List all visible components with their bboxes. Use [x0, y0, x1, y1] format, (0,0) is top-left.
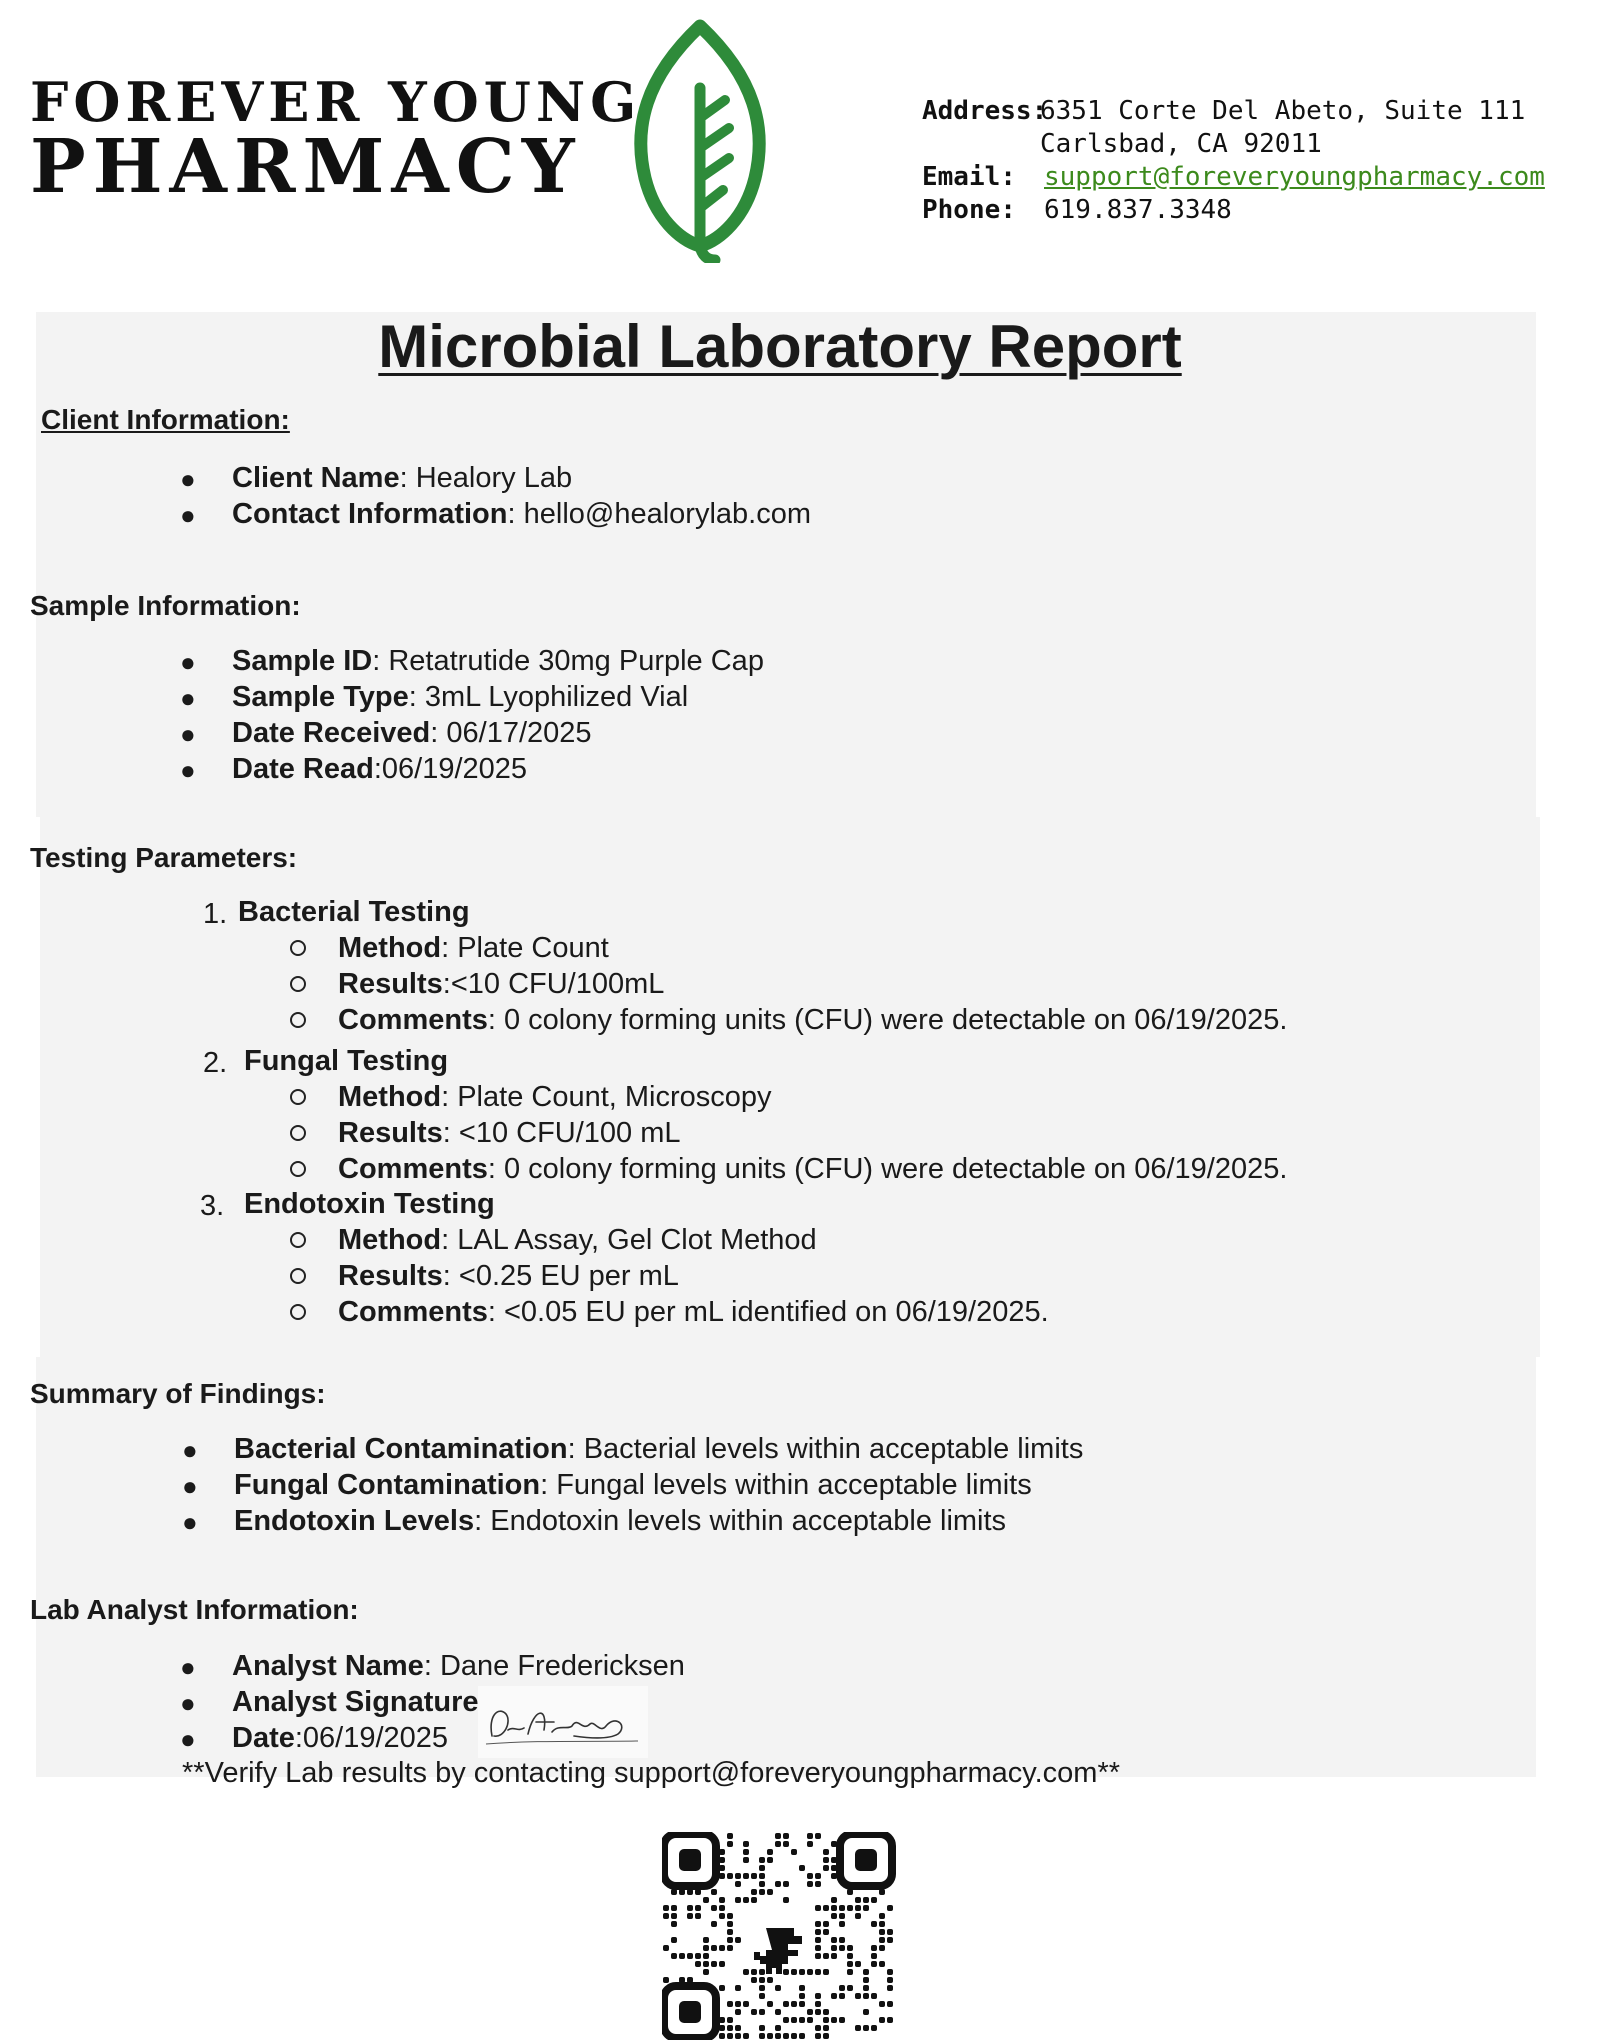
test-detail-item: Comments: 0 colony forming units (CFU) were detectable on 06/19/2025. [338, 1004, 1287, 1037]
address-line2: Carlsbad, CA 92011 [1040, 129, 1322, 159]
qr-code-icon[interactable] [662, 1832, 898, 2040]
address-line1: 6351 Corte Del Abeto, Suite 111 [1040, 96, 1526, 126]
test-heading-fungal: 2. Fungal Testing [203, 1045, 449, 1079]
sample-type-item: ● Sample Type: 3mL Lyophilized Vial [180, 681, 689, 713]
analyst-date-item: ● Date:06/19/2025 [180, 1722, 449, 1754]
client-name-item: ● Client Name: Healory Lab [180, 462, 573, 494]
test-detail-item: Comments: <0.05 EU per mL identified on 06/19/2025. [338, 1296, 1049, 1329]
sample-id-item: ● Sample ID: Retatrutide 30mg Purple Cap [180, 645, 764, 677]
analyst-signature-item: ● Analyst Signature: [180, 1686, 487, 1718]
contact-info-item: ● Contact Information: hello@healorylab.com [180, 498, 811, 530]
logo-text-line2: PHARMACY [30, 124, 582, 210]
test-detail-item: Results:<10 CFU/100mL [338, 968, 664, 1001]
verify-note: **Verify Lab results by contacting support@foreveryoungpharmacy.com** [182, 1757, 1121, 1789]
contact-block [922, 95, 1545, 227]
report-title: Microbial Laboratory Report [378, 313, 1182, 380]
test-heading-endotoxin: 3. Endotoxin Testing [200, 1188, 495, 1222]
signature-image [478, 1686, 648, 1758]
test-heading-bacterial: 1. Bacterial Testing [203, 896, 470, 930]
address-label: Address: [922, 96, 1048, 126]
test-detail-item: Method: LAL Assay, Gel Clot Method [338, 1224, 817, 1257]
summary-item-endotoxin: ● Endotoxin Levels: Endotoxin levels within acceptable limits [182, 1505, 1007, 1537]
email-link[interactable]: support@foreveryoungpharmacy.com [1044, 162, 1545, 192]
sample-info-heading: Sample Information: [30, 590, 301, 621]
summary-item-fungal: ● Fungal Contamination: Fungal levels within acceptable limits [182, 1469, 1032, 1501]
test-detail-item: Method: Plate Count, Microscopy [338, 1081, 772, 1114]
phone-label: Phone: [922, 195, 1016, 225]
test-detail-item: Results: <10 CFU/100 mL [338, 1117, 681, 1150]
email-label: Email: [922, 162, 1016, 192]
logo-text-line1: FOREVER YOUNG [30, 70, 642, 134]
summary-heading: Summary of Findings: [30, 1378, 326, 1409]
leaf-icon [625, 18, 775, 263]
client-info-heading: Client Information: [41, 404, 290, 435]
date-read-item: ● Date Read:06/19/2025 [180, 753, 528, 785]
date-received-item: ● Date Received: 06/17/2025 [180, 717, 592, 749]
summary-item-bacterial: ● Bacterial Contamination: Bacterial levels within acceptable limits [182, 1433, 1084, 1465]
analyst-heading: Lab Analyst Information: [30, 1594, 359, 1625]
analyst-name-item: ● Analyst Name: Dane Fredericksen [180, 1650, 685, 1682]
test-detail-item: Comments: 0 colony forming units (CFU) were detectable on 06/19/2025. [338, 1153, 1287, 1186]
test-detail-item: Method: Plate Count [338, 932, 609, 965]
phone-number: 619.837.3348 [1044, 195, 1232, 225]
testing-params-heading: Testing Parameters: [30, 842, 298, 873]
test-detail-item: Results: <0.25 EU per mL [338, 1260, 679, 1293]
